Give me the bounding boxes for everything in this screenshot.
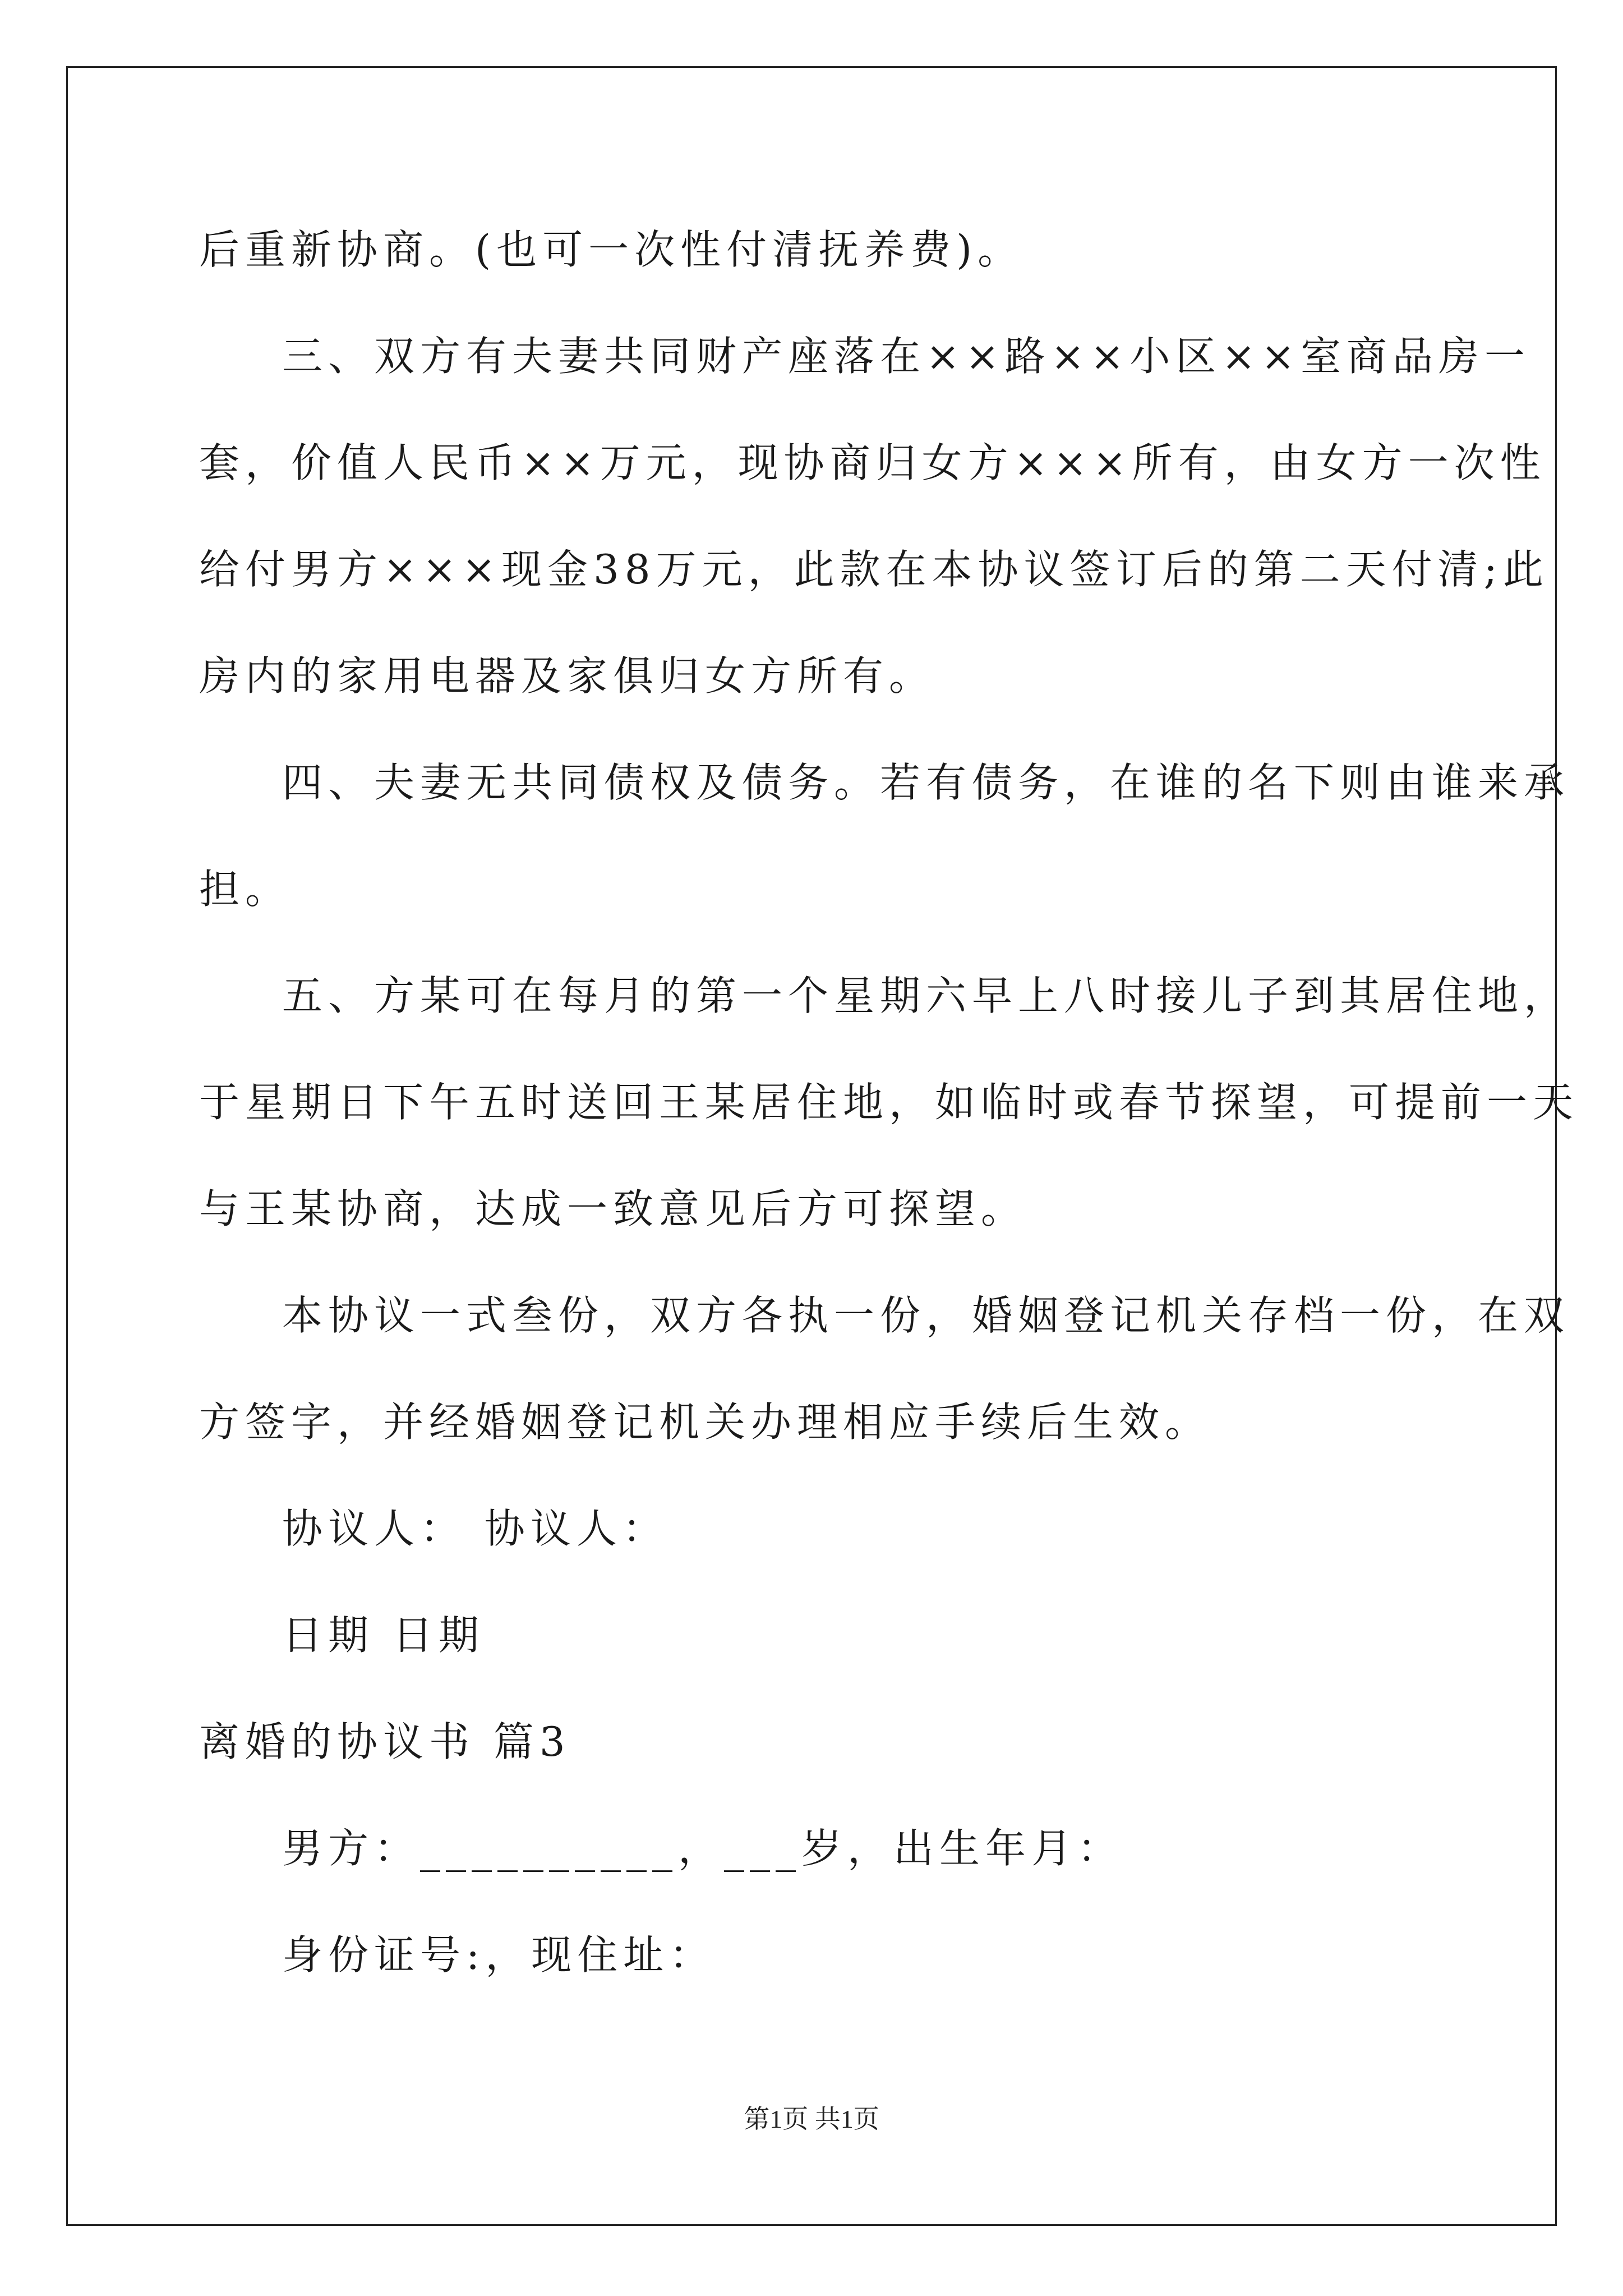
date-line: 日期 日期 [282, 1612, 485, 1659]
paragraph-line: 房内的家用电器及家俱归女方所有。 [199, 652, 935, 700]
paragraph-line: 方签字，并经婚姻登记机关办理相应手续后生效。 [199, 1398, 1211, 1446]
paragraph-line: 四、夫妻无共同债权及债务。若有债务，在谁的名下则由谁来承 [282, 759, 1570, 806]
paragraph-line: 五、方某可在每月的第一个星期六早上八时接儿子到其居住地， [282, 972, 1570, 1019]
paragraph-line: 给付男方×××现金38万元，此款在本协议签订后的第二天付清;此 [199, 546, 1549, 593]
page-footer: 第1页 共1页 [744, 2105, 879, 2133]
page-border [66, 66, 1557, 2226]
paragraph-line: 本协议一式叁份，双方各执一份，婚姻登记机关存档一份，在双 [282, 1292, 1570, 1339]
paragraph-line: 与王某协商，达成一致意见后方可探望。 [199, 1185, 1027, 1232]
form-field-line: 身份证号:，现住址： [282, 1931, 716, 1978]
paragraph-line: 三、双方有夫妻共同财产座落在××路××小区××室商品房一 [282, 333, 1530, 380]
paragraph-line: 后重新协商。(也可一次性付清抚养费)。 [199, 226, 1024, 273]
paragraph-line: 于星期日下午五时送回王某居住地，如临时或春节探望，可提前一天 [199, 1079, 1579, 1126]
paragraph-line: 担。 [199, 866, 292, 913]
signature-line: 协议人： 协议人： [282, 1505, 668, 1552]
section-heading: 离婚的协议书 篇3 [199, 1718, 571, 1765]
paragraph-line: 套，价值人民币××万元，现协商归女方×××所有，由女方一次性 [199, 439, 1546, 486]
form-field-line: 男方：__________，___岁，出生年月： [282, 1825, 1124, 1872]
